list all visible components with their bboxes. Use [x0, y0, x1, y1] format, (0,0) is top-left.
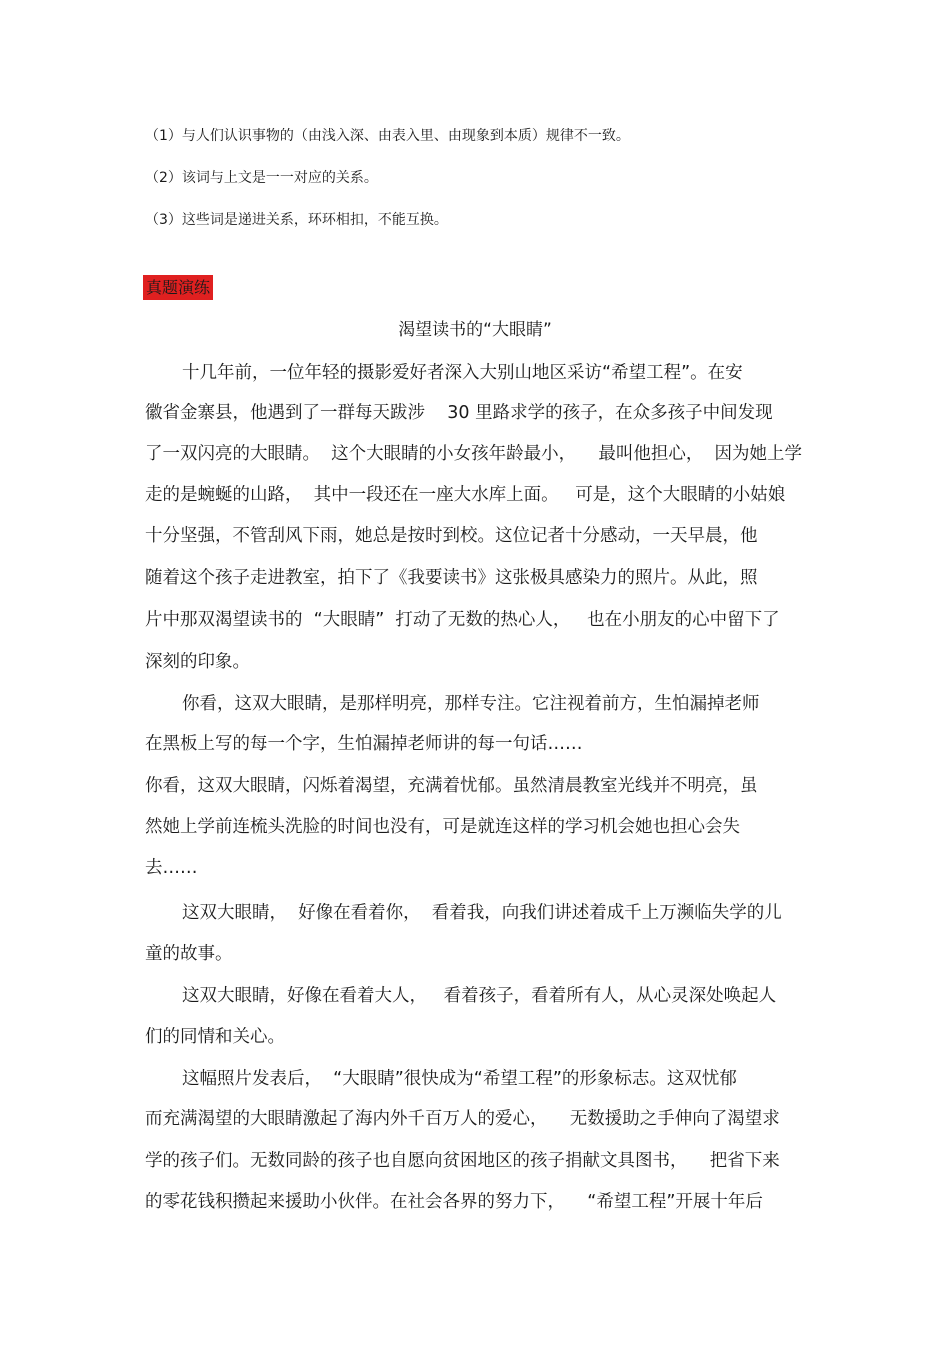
article-line: 这双大眼睛， 好像在看着你， 看着我，向我们讲述着成千上万濒临失学的儿 [182, 903, 782, 923]
article-line: 你看，这双大眼睛，是那样明亮，那样专注。它注视着前方，生怕漏掉老师 [182, 694, 760, 714]
section-tag: 真题演练 [143, 275, 213, 300]
article-line: 走的是蜿蜒的山路， 其中一段还在一座大水库上面。 可是，这个大眼睛的小姑娘 [145, 485, 786, 505]
article-line: 你看，这双大眼睛，闪烁着渴望，充满着忧郁。虽然清晨教室光线并不明亮，虽 [145, 776, 758, 796]
article-line: 而充满渴望的大眼睛激起了海内外千百万人的爱心， 无数援助之手伸向了渴望求 [145, 1109, 780, 1129]
article-line: 学的孩子们。无数同龄的孩子也自愿向贫困地区的孩子捐献文具图书， 把省下来 [145, 1151, 780, 1171]
article-title: 渴望读书的“大眼睛” [398, 320, 552, 340]
article-line: 深刻的印象。 [145, 652, 250, 672]
article-line: 们的同情和关心。 [145, 1027, 285, 1047]
article-line: 童的故事。 [145, 944, 233, 964]
article-line: 了一双闪亮的大眼睛。 这个大眼睛的小女孩年龄最小， 最叫他担心， 因为她上学 [145, 444, 802, 464]
article-line: 的零花钱积攒起来援助小伙伴。在社会各界的努力下， “希望工程”开展十年后 [145, 1192, 763, 1212]
article-line: 这双大眼睛，好像在看着大人， 看着孩子，看着所有人，从心灵深处唤起人 [182, 986, 777, 1006]
article-line: 徽省金寨县，他遇到了一群每天跋涉 30 里路求学的孩子，在众多孩子中间发现 [145, 403, 773, 423]
article-line: 片中那双渴望读书的 “大眼睛” 打动了无数的热心人， 也在小朋友的心中留下了 [145, 610, 780, 630]
article-line: 十几年前，一位年轻的摄影爱好者深入大别山地区采访“希望工程”。在安 [182, 363, 743, 383]
article-line: 在黑板上写的每一个字，生怕漏掉老师讲的每一句话…… [145, 734, 583, 754]
article-line: 随着这个孩子走进教室，拍下了《我要读书》这张极具感染力的照片。从此，照 [145, 568, 758, 588]
article-line: 然她上学前连梳头洗脸的时间也没有，可是就连这样的学习机会她也担心会失 [145, 817, 740, 837]
note-2: （2）该词与上文是一一对应的关系。 [145, 170, 378, 186]
note-3: （3）这些词是递进关系，环环相扣，不能互换。 [145, 212, 448, 228]
article-line: 十分坚强，不管刮风下雨，她总是按时到校。这位记者十分感动，一天早晨，他 [145, 526, 758, 546]
article-line: 这幅照片发表后， “大眼睛”很快成为“希望工程”的形象标志。这双忧郁 [182, 1069, 737, 1089]
article-line: 去…… [145, 858, 198, 878]
note-1: （1）与人们认识事物的（由浅入深、由表入里、由现象到本质）规律不一致。 [145, 128, 630, 144]
